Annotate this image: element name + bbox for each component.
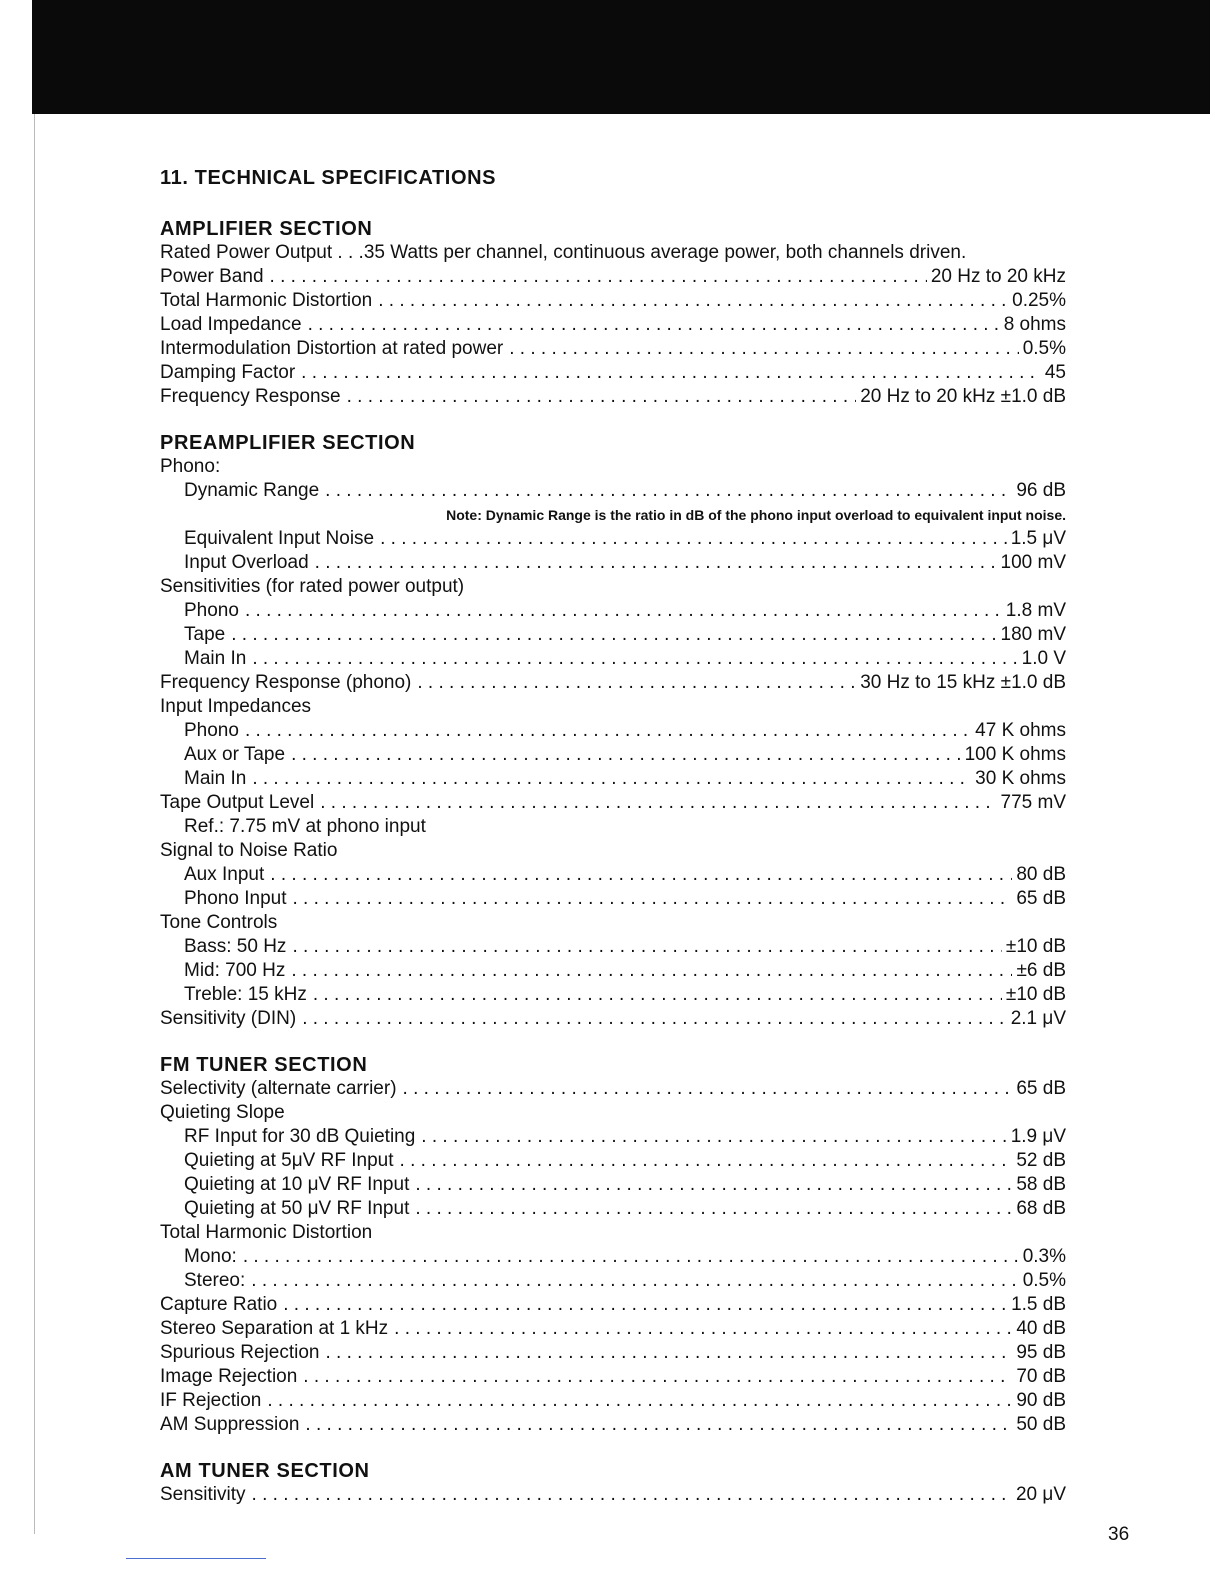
spec-row [160, 863, 1066, 887]
spec-value: 0.5% [1022, 1270, 1066, 1291]
spec-leader-dots [252, 767, 971, 791]
page-number: 36 [1108, 1524, 1130, 1545]
spec-leader-dots [403, 1077, 1013, 1101]
spec-row [160, 767, 1066, 791]
spec-value: ±10 dB [1005, 984, 1066, 1005]
spec-label: Sensitivity [160, 1484, 246, 1505]
spec-leader-dots [245, 719, 971, 743]
spec-leader-dots [315, 551, 997, 575]
spec-row [160, 1317, 1066, 1341]
group-label: Total Harmonic Distortion [160, 1222, 373, 1243]
spec-value: 58 dB [1016, 1174, 1066, 1195]
spec-row [160, 1293, 1066, 1317]
bottom-rule [126, 1558, 266, 1559]
amplifier-heading: AMPLIFIER SECTION [160, 218, 373, 240]
spec-label: Quieting at 50 μV RF Input [184, 1198, 410, 1219]
spec-label: Frequency Response (phono) [160, 672, 412, 693]
spec-label: Treble: 15 kHz [184, 984, 307, 1005]
spec-leader-dots [292, 935, 1001, 959]
group-label: Sensitivities (for rated power output) [160, 576, 465, 597]
page-title: 11. TECHNICAL SPECIFICATIONS [160, 167, 497, 189]
spec-label: Sensitivity (DIN) [160, 1008, 297, 1029]
spec-label: Phono [184, 720, 239, 741]
spec-row [160, 313, 1066, 337]
spec-label: Mono: [184, 1246, 237, 1267]
spec-value: 35 Watts per channel, continuous average power, both channels driven. [363, 242, 967, 263]
spec-leader-dots [252, 1483, 1012, 1507]
spec-row [160, 1245, 1066, 1269]
spec-leader-dots [394, 1317, 1012, 1341]
fm-tuner-section [160, 1053, 1066, 1437]
spec-row [160, 959, 1066, 983]
group-label: Tone Controls [160, 912, 278, 933]
spec-label: Equivalent Input Noise [184, 528, 375, 549]
spec-label: Stereo: [184, 1270, 246, 1291]
spec-leader-dots [303, 1365, 1012, 1389]
spec-row [160, 647, 1066, 671]
spec-value: ±10 dB [1005, 936, 1066, 957]
spec-label: Intermodulation Distortion at rated power [160, 338, 504, 359]
spec-label: Total Harmonic Distortion [160, 290, 373, 311]
spec-value: 90 dB [1016, 1390, 1066, 1411]
spec-label: Capture Ratio [160, 1294, 278, 1315]
spec-label: Aux or Tape [184, 744, 286, 765]
spec-label: Phono [184, 600, 239, 621]
spec-value: 1.9 μV [1010, 1126, 1066, 1147]
spec-value: 68 dB [1016, 1198, 1066, 1219]
spec-value: 1.8 mV [1005, 600, 1066, 621]
spec-leader-dots [292, 887, 1012, 911]
preamplifier-section [160, 431, 1066, 1031]
spec-leader-dots: . . . [332, 242, 364, 263]
spec-value: 1.0 V [1021, 648, 1066, 669]
spec-row [160, 1389, 1066, 1413]
spec-leader-dots [301, 361, 1041, 385]
spec-row [160, 1341, 1066, 1365]
spec-leader-dots [270, 265, 927, 289]
spec-value: 0.25% [1012, 290, 1066, 311]
spec-leader-dots [313, 983, 1002, 1007]
spec-label: Quieting at 10 μV RF Input [184, 1174, 410, 1195]
spec-leader-dots [251, 1269, 1018, 1293]
spec-row [160, 1483, 1066, 1507]
spec-row [160, 1007, 1066, 1031]
spec-row [160, 671, 1066, 695]
spec-value: 65 dB [1016, 1078, 1066, 1099]
spec-leader-dots [347, 385, 857, 409]
spec-label: Tape Output Level [160, 792, 315, 813]
spec-value: 45 [1044, 362, 1066, 383]
spec-value: 20 Hz to 20 kHz [930, 266, 1066, 287]
spec-row [160, 265, 1066, 289]
spec-leader-dots [305, 1413, 1012, 1437]
group-label: Quieting Slope [160, 1102, 285, 1123]
group-label: Signal to Noise Ratio [160, 840, 338, 861]
spec-label: AM Suppression [160, 1414, 300, 1435]
spec-leader-dots [320, 791, 996, 815]
spec-row [160, 887, 1066, 911]
spec-label: Power Band [160, 266, 264, 287]
preamplifier-heading: PREAMPLIFIER SECTION [160, 432, 416, 454]
spec-value: 20 Hz to 20 kHz ±1.0 dB [860, 386, 1066, 407]
spec-row [160, 527, 1066, 551]
spec-value: 20 μV [1015, 1484, 1066, 1505]
spec-value: ±6 dB [1016, 960, 1066, 981]
spec-label: RF Input for 30 dB Quieting [184, 1126, 416, 1147]
spec-value: 8 ohms [1003, 314, 1066, 335]
spec-row [160, 791, 1066, 815]
spec-label: Image Rejection [160, 1366, 298, 1387]
spec-value: 70 dB [1016, 1366, 1066, 1387]
spec-leader-dots [378, 289, 1008, 313]
spec-row [160, 385, 1066, 409]
am-tuner-section [160, 1459, 1066, 1507]
spec-label: Spurious Rejection [160, 1342, 320, 1363]
spec-document [160, 164, 1066, 1529]
dynamic-range-note: Note: Dynamic Range is the ratio in dB of the phono input overload to equivalent input noise. [446, 507, 1066, 523]
spec-value: 100 mV [1000, 552, 1066, 573]
spec-value: 30 K ohms [975, 768, 1066, 789]
spec-leader-dots [291, 959, 1012, 983]
spec-leader-dots [267, 1389, 1012, 1413]
spec-label: Tape [184, 624, 226, 645]
fm-tuner-heading: FM TUNER SECTION [160, 1054, 368, 1076]
spec-label: Damping Factor [160, 362, 296, 383]
spec-label: IF Rejection [160, 1390, 262, 1411]
spec-row [160, 983, 1066, 1007]
left-margin-rule [34, 114, 35, 1534]
spec-row-rated-power [160, 241, 1066, 265]
spec-row [160, 1197, 1066, 1221]
spec-value: 96 dB [1016, 480, 1066, 501]
spec-row [160, 1149, 1066, 1173]
spec-leader-dots [302, 1007, 1007, 1031]
spec-label: Main In [184, 768, 247, 789]
spec-row [160, 1125, 1066, 1149]
am-tuner-heading: AM TUNER SECTION [160, 1460, 370, 1482]
spec-row [160, 337, 1066, 361]
spec-label: Stereo Separation at 1 kHz [160, 1318, 389, 1339]
spec-value: 1.5 μV [1010, 528, 1066, 549]
spec-label: Selectivity (alternate carrier) [160, 1078, 397, 1099]
spec-value: 65 dB [1016, 888, 1066, 909]
spec-row [160, 1413, 1066, 1437]
spec-row [160, 479, 1066, 503]
spec-value: 775 mV [1000, 792, 1066, 813]
spec-value: 2.1 μV [1010, 1008, 1066, 1029]
spec-value: 40 dB [1016, 1318, 1066, 1339]
spec-leader-dots [421, 1125, 1006, 1149]
spec-label: Main In [184, 648, 247, 669]
spec-label: Bass: 50 Hz [184, 936, 287, 957]
spec-row [160, 361, 1066, 385]
spec-value: 50 dB [1016, 1414, 1066, 1435]
spec-label: Rated Power Output [160, 242, 333, 263]
spec-row [160, 719, 1066, 743]
spec-row [160, 289, 1066, 313]
spec-leader-dots [417, 671, 856, 695]
spec-value: 80 dB [1016, 864, 1066, 885]
spec-leader-dots [243, 1245, 1019, 1269]
spec-row [160, 623, 1066, 647]
spec-value: 0.5% [1022, 338, 1066, 359]
spec-label: Dynamic Range [184, 480, 320, 501]
spec-leader-dots [308, 313, 1000, 337]
spec-label: Phono Input [184, 888, 287, 909]
spec-label: Frequency Response [160, 386, 341, 407]
spec-leader-dots [291, 743, 961, 767]
spec-leader-dots [415, 1173, 1012, 1197]
spec-row [160, 1173, 1066, 1197]
spec-row [160, 935, 1066, 959]
spec-label: Mid: 700 Hz [184, 960, 286, 981]
spec-value: 47 K ohms [975, 720, 1066, 741]
spec-label: Input Overload [184, 552, 309, 573]
spec-leader-dots [509, 337, 1018, 361]
spec-value: 52 dB [1016, 1150, 1066, 1171]
spec-leader-dots [270, 863, 1012, 887]
spec-value: 95 dB [1016, 1342, 1066, 1363]
spec-row [160, 743, 1066, 767]
spec-value: 180 mV [1000, 624, 1066, 645]
spec-row [160, 1365, 1066, 1389]
group-label: Phono: [160, 456, 221, 477]
spec-leader-dots [415, 1197, 1012, 1221]
amplifier-section [160, 217, 1066, 409]
spec-row [160, 1269, 1066, 1293]
spec-row [160, 1077, 1066, 1101]
spec-label: Aux Input [184, 864, 265, 885]
spec-leader-dots [231, 623, 996, 647]
header-black-bar [32, 0, 1210, 114]
spec-label: Load Impedance [160, 314, 302, 335]
spec-row [160, 551, 1066, 575]
spec-label: Quieting at 5μV RF Input [184, 1150, 394, 1171]
spec-leader-dots [245, 599, 1002, 623]
spec-value: 30 Hz to 15 kHz ±1.0 dB [860, 672, 1066, 693]
spec-value: 100 K ohms [964, 744, 1066, 765]
spec-row [160, 599, 1066, 623]
spec-leader-dots [283, 1293, 1007, 1317]
spec-leader-dots [325, 1341, 1012, 1365]
spec-leader-dots [325, 479, 1012, 503]
spec-value: 0.3% [1022, 1246, 1066, 1267]
spec-leader-dots [400, 1149, 1013, 1173]
spec-leader-dots [380, 527, 1007, 551]
group-label: Input Impedances [160, 696, 312, 717]
spec-value: 1.5 dB [1011, 1294, 1066, 1315]
spec-leader-dots [252, 647, 1017, 671]
tape-reference-note: Ref.: 7.75 mV at phono input [184, 816, 426, 837]
